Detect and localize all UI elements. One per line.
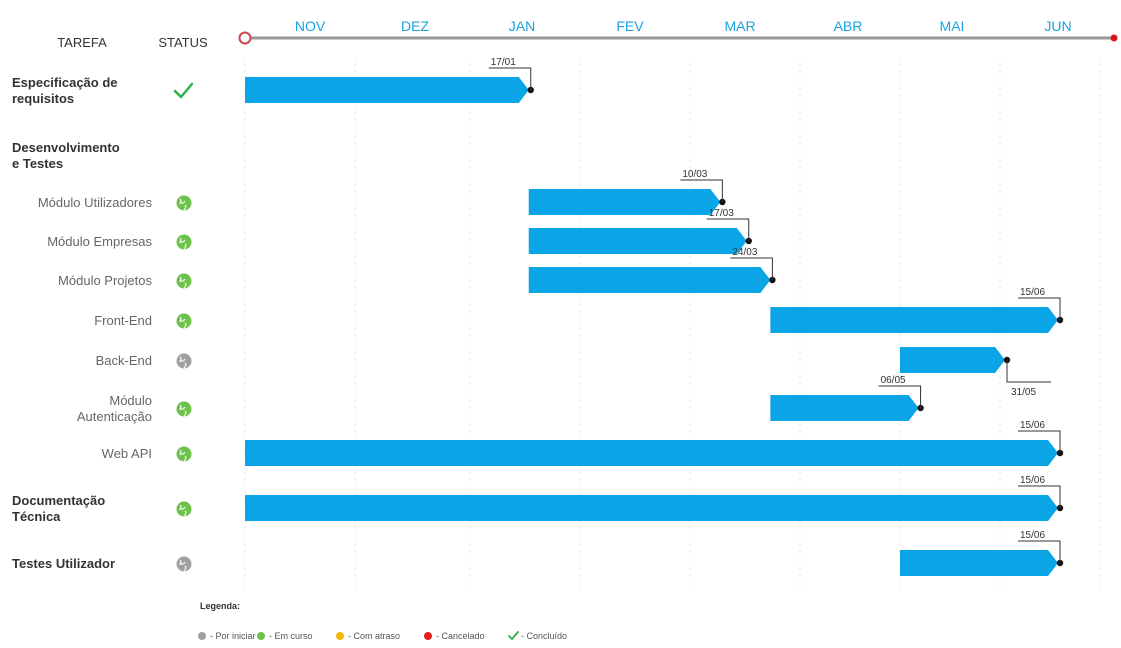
task-row	[12, 530, 1063, 576]
legend-item	[336, 631, 400, 641]
task-label-line: e Testes	[12, 156, 64, 171]
legend-swatch	[198, 632, 206, 640]
status-globe-icon	[177, 354, 192, 369]
task-label-line: Autenticação	[76, 409, 152, 424]
status-globe-icon	[177, 502, 192, 517]
task-column-header: TAREFA	[57, 35, 107, 50]
legend-swatch	[424, 632, 432, 640]
status-globe-icon	[177, 402, 192, 417]
task-label-line: Técnica	[12, 509, 61, 524]
task-rows	[12, 57, 1063, 576]
end-date-label: 31/05	[1011, 387, 1037, 398]
month-label: DEZ	[401, 18, 429, 34]
task-label-line: Desenvolvimento	[12, 140, 120, 155]
task-label-line: Módulo Empresas	[47, 234, 152, 249]
end-date-label: 10/03	[682, 169, 708, 180]
task-label-line: Testes Utilizador	[12, 556, 116, 571]
legend-label: - Por iniciar	[210, 631, 256, 641]
task-label-line: Módulo Projetos	[58, 273, 152, 288]
task-bar	[245, 440, 1058, 466]
task-bar	[529, 267, 771, 293]
status-globe-icon	[177, 557, 192, 572]
task-row	[38, 169, 726, 215]
timeline-axis	[240, 18, 1118, 44]
task-row	[94, 287, 1063, 333]
legend-swatch	[257, 632, 265, 640]
status-column-header: STATUS	[158, 35, 208, 50]
status-globe-icon	[177, 274, 192, 289]
legend	[198, 601, 567, 641]
task-label	[96, 353, 152, 368]
task-row	[12, 475, 1063, 524]
check-icon	[175, 84, 192, 97]
legend-item	[424, 631, 485, 641]
task-row	[12, 140, 120, 171]
task-row	[96, 347, 1051, 398]
task-row	[77, 375, 924, 424]
task-label	[38, 195, 153, 210]
task-row	[12, 57, 534, 106]
month-label: JAN	[508, 18, 536, 34]
status-globe-icon	[177, 314, 192, 329]
check-icon	[509, 632, 518, 639]
timeline-end-marker	[1111, 35, 1118, 42]
month-label: JUN	[1044, 18, 1072, 34]
task-label	[12, 556, 115, 571]
status-globe-icon	[177, 447, 192, 462]
month-label: MAI	[939, 18, 965, 34]
task-label-line: Web API	[101, 446, 152, 461]
legend-label: - Cancelado	[436, 631, 485, 641]
legend-swatch	[336, 632, 344, 640]
end-date-label: 17/03	[708, 208, 734, 219]
task-label-line: Módulo	[109, 393, 152, 408]
task-label-line: Front-End	[94, 313, 152, 328]
task-bar	[245, 77, 529, 103]
task-bar	[529, 189, 721, 215]
legend-label: - Concluído	[521, 631, 568, 641]
month-label: MAR	[724, 18, 756, 34]
legend-label: - Com atraso	[348, 631, 401, 641]
end-date-label: 15/06	[1020, 420, 1046, 431]
date-callout	[1007, 360, 1051, 382]
timeline-start-marker	[240, 33, 251, 44]
task-label	[12, 493, 105, 524]
task-label	[94, 313, 152, 328]
legend-item	[257, 631, 313, 641]
end-date-label: 15/06	[1020, 475, 1046, 486]
task-label	[77, 393, 152, 424]
task-bar	[529, 228, 747, 254]
task-bar	[900, 347, 1005, 373]
legend-label: - Em curso	[269, 631, 313, 641]
task-label	[102, 446, 152, 461]
end-date-label: 24/03	[732, 247, 758, 258]
legend-item	[509, 631, 567, 641]
task-label-line: Back-End	[95, 353, 152, 368]
status-globe-icon	[177, 196, 192, 211]
task-bar	[770, 307, 1058, 333]
task-label	[58, 273, 152, 288]
status-globe-icon	[177, 235, 192, 250]
month-label: ABR	[833, 18, 863, 34]
task-bar	[900, 550, 1058, 576]
task-bar	[245, 495, 1058, 521]
task-label	[12, 75, 118, 106]
task-label	[12, 140, 120, 171]
task-label-line: Módulo Utilizadores	[37, 195, 152, 210]
task-label	[47, 234, 152, 249]
month-label: NOV	[294, 18, 326, 34]
end-date-label: 17/01	[490, 57, 516, 68]
task-label-line: requisitos	[12, 91, 75, 106]
legend-title: Legenda:	[200, 601, 241, 611]
task-label-line: Documentação	[12, 493, 106, 508]
end-date-label: 06/05	[880, 375, 906, 386]
task-row	[102, 420, 1064, 466]
month-label: FEV	[616, 18, 644, 34]
legend-item	[198, 631, 256, 641]
end-date-label: 15/06	[1020, 530, 1046, 541]
task-label-line: Especificação de	[12, 75, 118, 90]
task-bar	[770, 395, 918, 421]
end-date-label: 15/06	[1020, 287, 1046, 298]
